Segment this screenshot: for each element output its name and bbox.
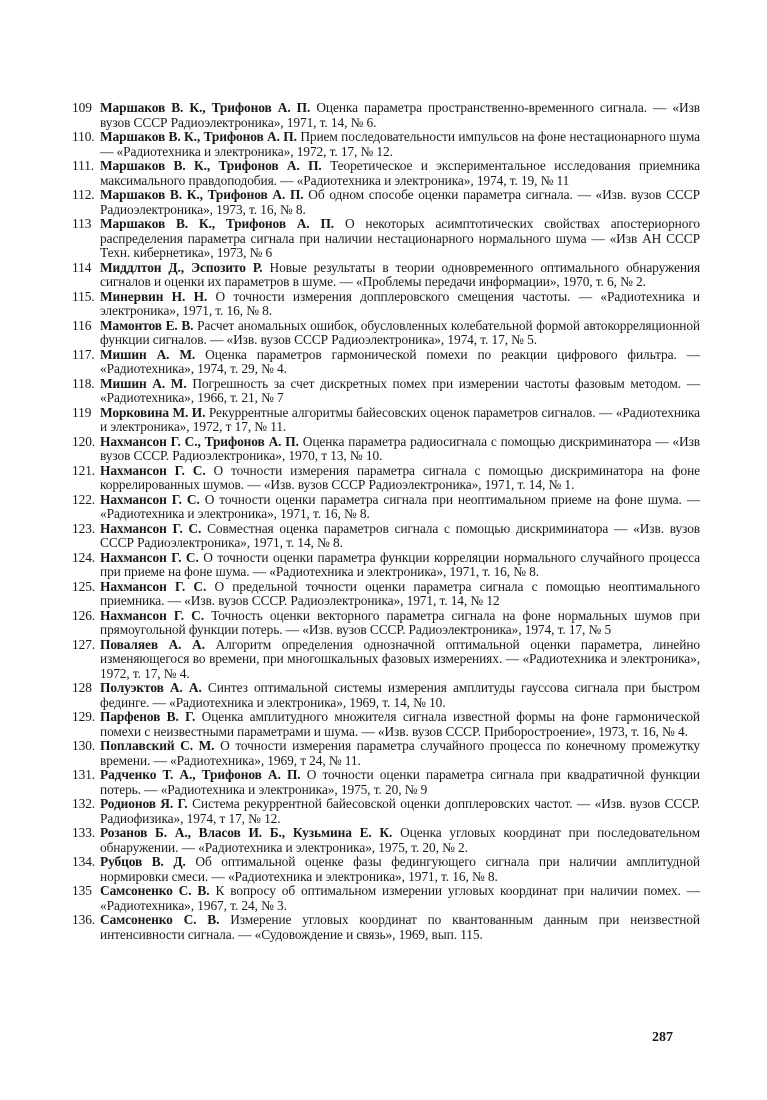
reference-text: Оценка параметра радиосигнала с помощью дискриминатора — «Изв вузов СССР. Радиоэлектроника», 1970, т 13, № 10. [100, 433, 700, 463]
reference-entry [72, 130, 700, 159]
reference-text: О предельной точности оценки параметра сигнала с помощью неоптимального приемника. — «Изв. вузов СССР. Радиоэлектроника», 1971, т. 14, № 12 [100, 578, 701, 608]
reference-text: К вопросу об оптимальном измерении угловых координат при наличии помех. — «Радиотехника», 1967, т. 24, № 3. [100, 883, 700, 913]
reference-entry [72, 261, 700, 290]
reference-entry [72, 768, 700, 797]
reference-number: 123. [72, 520, 96, 536]
reference-authors: Нахмансон Г. С. [100, 607, 204, 623]
reference-authors: Нахмансон Г. С. [100, 578, 207, 594]
reference-entry [72, 493, 700, 522]
reference-authors: Маршаков В. К., Трифонов А. П. [100, 216, 335, 231]
reference-entry [72, 609, 700, 638]
reference-number: 119 [72, 404, 92, 420]
reference-entry [72, 710, 700, 739]
reference-text: Оценка параметров гармонической помехи по реакции цифрового фильтра. — «Радиотехника», 1974, т. 29, № 4. [100, 346, 700, 376]
reference-entry [72, 638, 700, 682]
page-number: 287 [652, 1030, 673, 1045]
reference-text: О точности измерения допплеровского смещения частоты. — «Радиотехника и электроника», 1971, т. 16, № 8. [100, 288, 700, 318]
reference-text: Расчет аномальных ошибок, обусловленных колебательной формой автокорреляционной функции сигналов. — «Изв. вузов СССР Радиоэлектроника», 1974, т. 17, № 5. [100, 317, 700, 347]
reference-number: 112. [72, 187, 95, 202]
reference-authors: Радченко Т. А., Трифонов А. П. [100, 767, 301, 782]
reference-authors: Самсоненко С. В. [100, 883, 210, 898]
reference-number: 135 [72, 883, 92, 898]
reference-text: О точности оценки параметра сигнала при неоптимальном приеме на фоне шума. — «Радиотехника и электроника», 1971, т. 16, № 8. [100, 491, 701, 521]
reference-number: 128 [72, 680, 92, 695]
reference-number: 131. [72, 767, 96, 782]
reference-text: Система рекуррентной байесовской оценки допплеровских частот. — «Изв. вузов СССР. Радиофизика», 1974, т 17, № 12. [100, 796, 700, 826]
reference-entry [72, 580, 700, 609]
reference-number: 115. [72, 288, 95, 304]
reference-number: 117. [72, 346, 95, 362]
reference-text: Оценка угловых координат при последовательном обнаружении. — «Радиотехника и электроника», 1975, т. 20, № 2. [100, 825, 701, 855]
reference-number: 136. [72, 912, 96, 927]
reference-text: Рекуррентные алгоритмы байесовских оценок параметров сигналов. — «Радиотехника и электроника», 1972, т 17, № 11. [100, 404, 700, 434]
reference-authors: Мишин А. М. [100, 375, 187, 391]
reference-number: 125. [72, 578, 96, 594]
reference-number: 122. [72, 491, 96, 507]
reference-text: О точности оценки параметра сигнала при квадратичной функции потерь. — «Радиотехника и электроника», 1975, т. 20, № 9 [100, 767, 701, 797]
reference-text: Оценка амплитудного множителя сигнала известной формы на фоне гармонической помехи с неизвестными параметрами и шума. — «Изв. вузов СССР. Приборостроение», 1973, т. 16, № 4. [100, 709, 700, 739]
reference-authors: Маршаков В. К., Трифонов А. П. [100, 187, 304, 202]
reference-entry [72, 913, 700, 942]
reference-authors: Нахмансон Г. С. [100, 462, 206, 478]
reference-authors: Минервин Н. Н. [100, 288, 208, 304]
reference-number: 114 [72, 259, 92, 275]
reference-number: 116 [72, 317, 92, 333]
reference-entry [72, 681, 700, 710]
reference-number: 126. [72, 607, 96, 623]
reference-authors: Рубцов В. Д. [100, 854, 186, 869]
reference-text: Синтез оптимальной системы измерения амплитуды гауссова сигнала при быстром фединге. — «Радиотехника и электроника», 1969, т. 14, № 10. [100, 680, 700, 710]
reference-number: 132. [72, 796, 96, 811]
reference-authors: Нахмансон Г. С. [100, 520, 202, 536]
reference-entry [72, 464, 700, 493]
reference-authors: Маршаков В. К., Трифонов А. П. [100, 158, 322, 173]
reference-number: 121. [72, 462, 96, 478]
reference-text: Алгоритм определения однозначной оптимальной оценки параметра, линейно изменяющегося во времени, при многошкальных фазовых измерениях. — «Радиотехника и электроника», 1972, т. 17, № 4. [100, 636, 701, 681]
reference-entry [72, 855, 700, 884]
reference-authors: Розанов Б. А., Власов И. Б., Кузьмина Е. К. [100, 825, 393, 840]
reference-text: Об оптимальной оценке фазы федингующего сигнала при наличии амплитудной нормировки смеси. — «Радиотехника и электроника», 1971, т. 16, № 8. [100, 854, 700, 884]
reference-number: 111. [72, 158, 95, 173]
reference-authors: Парфенов В. Г. [100, 709, 196, 724]
reference-authors: Полуэктов А. А. [100, 680, 202, 695]
reference-authors: Морковина М. И. [100, 404, 206, 420]
reference-entry [72, 217, 700, 261]
reference-entry [72, 159, 700, 188]
reference-number: 127. [72, 636, 96, 652]
reference-entry [72, 797, 700, 826]
reference-authors: Маршаков В. К., Трифонов А. П. [100, 129, 297, 144]
reference-authors: Родионов Я. Г. [100, 796, 188, 811]
reference-text: Точность оценки векторного параметра сигнала на фоне нормальных шумов при прямоугольной функции потерь. — «Изв. вузов СССР. Радиоэлектроника», 1974, т. 17, № 5 [100, 607, 701, 637]
reference-text: Погрешность за счет дискретных помех при измерении частоты фазовым методом. — «Радиотехника», 1966, т. 21, № 7 [100, 375, 700, 405]
reference-entry [72, 522, 700, 551]
reference-entry [72, 377, 700, 406]
reference-authors: Нахмансон Г. С. [100, 491, 200, 507]
reference-entry [72, 348, 700, 377]
reference-text: О точности измерения параметра случайного процесса по конечному промежутку времени. — «Радиотехника», 1969, т 24, № 11. [100, 738, 701, 768]
reference-number: 124. [72, 549, 96, 565]
reference-number: 118. [72, 375, 95, 391]
reference-text: О точности измерения параметра сигнала с помощью дискриминатора на фоне коррелированных шумов. — «Изв. вузов СССР Радиоэлектроника», 1971, т. 14, № 1. [100, 462, 700, 492]
reference-text: О некоторых асимптотических свойствах апостериорного распределения параметра сигнала при наличии нестационарного нормального шума — «Изв АН СССР Техн. кибернетика», 1973, № 6 [100, 216, 700, 260]
reference-entry [72, 290, 700, 319]
reference-entry [72, 884, 700, 913]
reference-text: Новые результаты в теории одновременного оптимального обнаружения сигналов и оценки их параметров в шуме. — «Проблемы передачи информации», 1970, т. 6, № 2. [100, 259, 701, 289]
reference-text: Прием последовательности импульсов на фоне нестационарного шума — «Радиотехника и электроника», 1972, т. 17, № 12. [100, 129, 700, 159]
reference-text: Теоретическое и экспериментальное исследования приемника максимального правдоподобия. — «Радиотехника и электроника», 1974, т. 19, № 11 [100, 158, 700, 188]
reference-authors: Мамонтов Е. В. [100, 317, 194, 333]
reference-authors: Поплавский С. М. [100, 738, 215, 753]
reference-number: 134. [72, 854, 96, 869]
reference-entry [72, 826, 700, 855]
reference-text: Совместная оценка параметров сигнала с помощью дискриминатора — «Изв. вузов СССР Радиоэлектроника», 1971, т. 14, № 8. [100, 520, 701, 550]
reference-entry [72, 435, 700, 464]
reference-authors: Нахмансон Г. С., Трифонов А. П. [100, 433, 299, 449]
reference-entry [72, 739, 700, 768]
reference-number: 113 [72, 216, 92, 231]
reference-text: Об одном способе оценки параметра сигнала. — «Изв. вузов СССР Радиоэлектроника», 1973, т. 16, № 8. [100, 187, 700, 217]
reference-number: 120. [72, 433, 96, 449]
reference-entry [72, 406, 700, 435]
reference-authors: Маршаков В. К., Трифонов А. П. [100, 100, 311, 115]
reference-entry [72, 101, 700, 130]
reference-number: 133. [72, 825, 96, 840]
reference-number: 109 [72, 100, 92, 115]
reference-entry [72, 319, 700, 348]
reference-entry [72, 188, 700, 217]
reference-authors: Самсоненко С. В. [100, 912, 220, 927]
reference-text: О точности оценки параметра функции корреляции нормального случайного процесса при приеме на фоне шума. — «Радиотехника и электроника», 1971, т. 16, № 8. [100, 549, 701, 579]
reference-text: Оценка параметра пространственно-временного сигнала. — «Изв вузов СССР Радиоэлектроника», 1971, т. 14, № 6. [100, 100, 701, 130]
reference-text: Измерение угловых координат по квантованным данным при неизвестной интенсивности сигнала. — «Судовождение и связь», 1969, вып. 115. [100, 912, 700, 942]
reference-authors: Миддлтон Д., Эспозито Р. [100, 259, 263, 275]
reference-number: 110. [72, 129, 95, 144]
reference-number: 130. [72, 738, 96, 753]
reference-authors: Мишин А. М. [100, 346, 196, 362]
reference-number: 129. [72, 709, 96, 724]
reference-list [72, 101, 700, 942]
reference-entry [72, 551, 700, 580]
reference-authors: Поваляев А. А. [100, 636, 205, 652]
reference-authors: Нахмансон Г. С. [100, 549, 199, 565]
